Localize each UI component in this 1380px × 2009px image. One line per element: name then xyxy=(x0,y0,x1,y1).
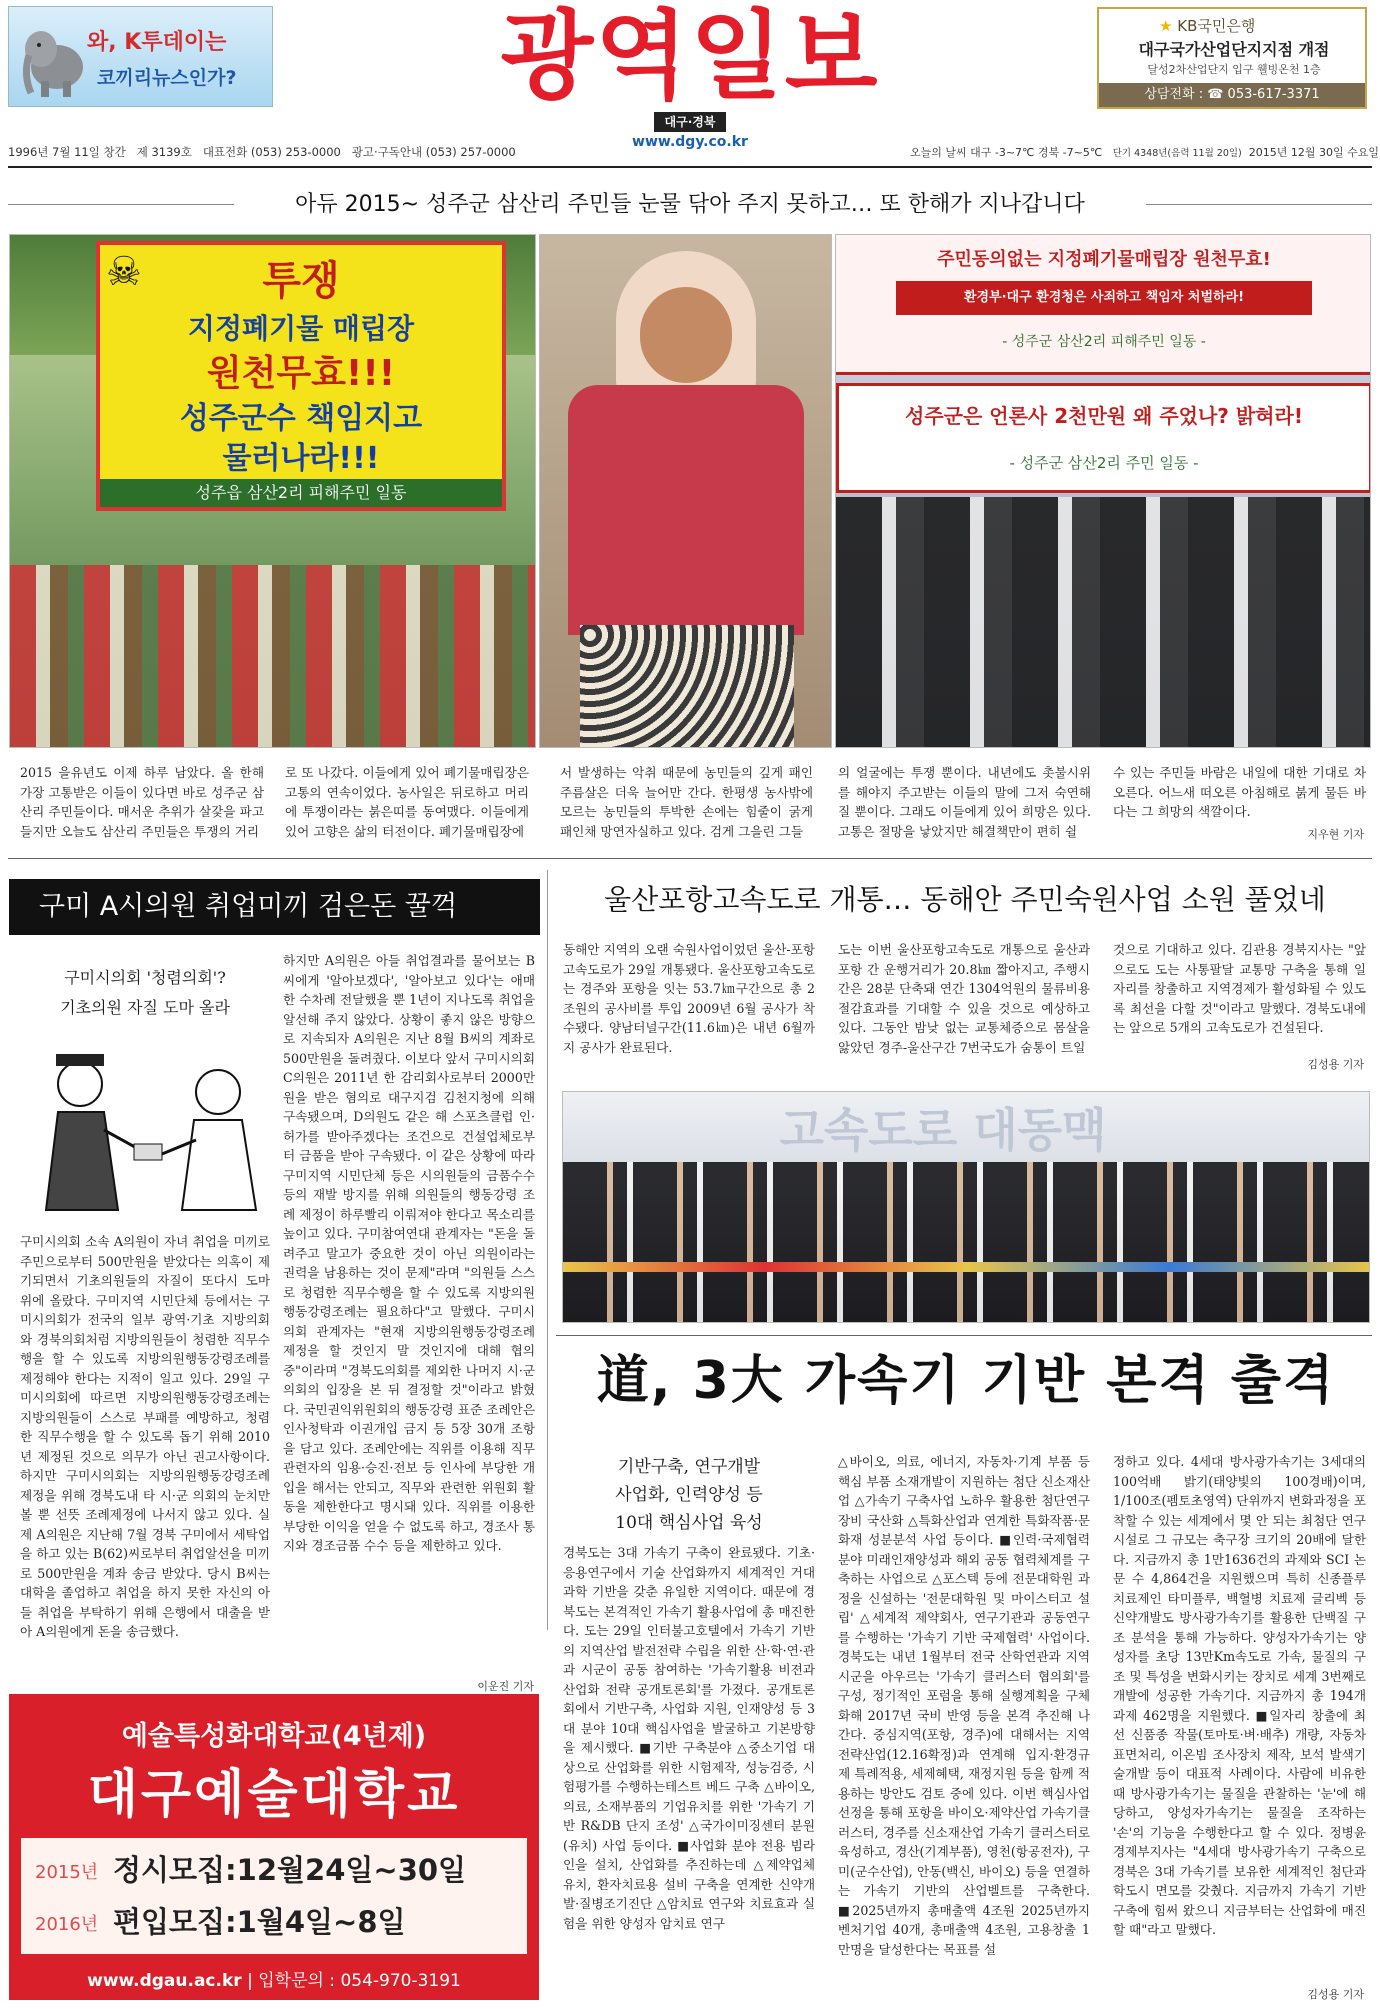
top-headline-rule-right xyxy=(1146,204,1372,205)
patterned-pants xyxy=(580,625,794,748)
main-phone: 대표전화 (053) 253-0000 xyxy=(202,145,341,159)
site-url[interactable]: www.dgy.co.kr xyxy=(632,134,748,150)
ad-year-1: 2015년 xyxy=(35,1862,99,1883)
accel-subhead-2: 사업화, 인력양성 등 xyxy=(615,1485,763,1505)
gumi-col-B: 하지만 A의원은 아들 취업결과를 물어보는 B씨에게 '알아보겠다', '알아보고 있다'는 애매한 수차례 전달했을 뿐 1년이 지나도록 취업을 알선해 주지 않았다. 상황이 좋지 않은 방향으로 지속되자 A의원은 지난 8월 B씨의 계좌로 500만원을 돌려줬다. 이보다 앞서 구미시의회 C의원은 2011년 한 감리회사로부터 2000만원을 받은 혐의로 대구지검 김천지청에 의해 구속됐으며, D의원도 같은 해 스포츠클럽 인·허가를 받아주겠다는 조건으로 건설업체로부터 금품을 받아 구속됐다. 이 같은 상황에 따라 구미지역 시민단체 등은 시의원들의 금품수수 등의 재발 방지를 위해 의원들의 행동강령 조례 제정이 하루빨리 이뤄져야 한다고 목소리를 높이고 있다. 구미참여연대 관계자는 "돈을 돌려주고 말고가 중요한 것이 아닌 의원이라는 권력을 남용하는 것이 문제"라며 "의원들 스스로 청렴한 직무수행을 할 수 있도록 지방의원행동강령조례는 필요하다"고 말했다. 구미시의회 관계자는 "현재 지방의원행동강령조례 제정을 할 것인지 말 것인지에 대해 협의 중"이라며 "경북도의회를 제외한 나머지 시·군 의회의 입장을 본 뒤 결정할 것"이라고 밝혔다. 국민권익위원회의 행동강령 표준 조례안은 인사청탁과 이권개입 금지 등 5장 30개 조항을 담고 있다. 조례안에는 직위를 이용해 직무 관련자의 임용·승진·전보 등 인사에 부당한 개입을 해서는 안되고, 직무와 관련한 위원회 활동을 제한한다고 명시돼 있다. 직위를 이용한 부당한 이익을 얻을 수 없도록 하고, 경조사 통지와 경조금품 수수 등을 제한하고 있다. xyxy=(283,953,535,1553)
masked-protesters xyxy=(836,497,1371,748)
issue-number: 제 3139호 xyxy=(136,145,192,159)
gumi-byline: 이운진 기자 xyxy=(477,1680,534,1693)
masthead-info-left xyxy=(8,144,516,160)
banner-top xyxy=(836,235,1371,375)
accel-col-3: 정하고 있다. 4세대 방사광가속기는 3세대의 100억배 밝기(태양빛의 100경배)이며, 1/100조(펨토초영역) 단위까지 변화과정을 포착할 수 있는 세계에서 몇 안 되는 최첨단 연구시설로 그 규모는 축구장 크기의 20배에 달한다. 지금까지 총 1만1636건의 과제와 SCI 논문 수 4,864건을 지원했으며 특히 신종플루 치료제인 타미플루, 백혈병 치료제 글리벡 등 신약개발도 방사광가속기를 활용한 단백질 구조 분석을 통해 가능하다. 양성자가속기는 양성자를 초당 13만Km속도로 가속, 물질의 구조 및 특성을 변화시키는 장치로 세계 3번째로 개발에 성공한 가속기다. 지금까지 총 194개 과제 462명을 지원했다. ■일자리 창출에 최선 신품종 작물(토마토·벼·배추) 개량, 자동차 표면처리, 이온빔 조사장치 제작, 보석 발색기술개발 등이 대표적 사례이다. 사람에 비유한 때 방사광가속기는 물질을 관찰하는 '눈'에 해당하고, 양성자가속기는 물질을 조작하는 '손'의 기능을 수행한다고 할 수 있다. 정병윤 경제부지사는 "4세대 방사광가속기 구축으로 경북은 3대 가속기를 보유한 세계적인 첨단과학도시 면모를 갖췄다. 지금까지 가속기 기반 구축에 힘써 왔으니 지금부터는 산업화에 매진할 때"라고 말했다. xyxy=(1113,1454,1366,1937)
protest-photo-2-elderly-woman[interactable] xyxy=(539,234,832,748)
bank-ad-title: 대구국가산업단지지점 개점 xyxy=(1138,40,1330,59)
masthead[interactable]: 광역일보 xyxy=(500,0,880,112)
protest-banner xyxy=(96,241,506,511)
ulsan-col-2: 도는 이번 울산포항고속도로 개통으로 울산과 포항 간 운행거리가 20.8㎞ 짧아지고, 주행시간은 28분 단축돼 연간 1304억원의 물류비용 절감효과를 기대할 수 있을 것으로 예상하고 있다. 그동안 밤낮 없는 교통체증으로 몸살을 앓았던 경주-울산구간 7번국도가 숨통이 트일 xyxy=(838,942,1090,1055)
banner-top-line-2: 환경부·대구 환경청은 사죄하고 책임자 처벌하라! xyxy=(896,281,1312,315)
ad-contact: 입학문의 : 054-970-3191 xyxy=(258,1971,461,1991)
top-headline-rule-left xyxy=(8,204,234,205)
weather: 오늘의 날씨 대구 -3~7℃ 경북 -7~5℃ xyxy=(910,146,1103,159)
masthead-rule xyxy=(8,166,1372,168)
banner-line-3: 성주군수 책임지고 xyxy=(179,401,423,436)
red-vest xyxy=(568,385,804,635)
ads-phone: 광고·구독안내 (053) 257-0000 xyxy=(351,145,516,159)
banner-middle xyxy=(836,383,1371,493)
ad-year-2: 2016년 xyxy=(35,1914,99,1935)
top-story-col-2: 로 또 나갔다. 이들에게 있어 폐기물매립장은 고통의 연속이었다. 농사일은 뒤로하고 머리에 투쟁이라는 붉은띠를 동여맸다. 이들에게 있어 고향은 삶의 터전이다. 폐기물매립장에 xyxy=(285,765,529,839)
ad-url[interactable]: www.dgau.ac.kr xyxy=(87,1971,242,1991)
ulsan-col-3: 것으로 기대하고 있다. 김관용 경북지사는 "앞으로도 도는 사통팔달 교통망 구축을 통해 일자리를 창출하고 지역경제가 활성화될 수 있도록 최선을 다할 것"이라고 말했다. 경북도내에는 앞으로 5개의 고속도로가 건설된다. xyxy=(1113,942,1366,1035)
ad-admission-1: 정시모집:12월24일~30일 xyxy=(113,1853,467,1887)
lunar-date: 단기 4348년(음력 11월 20일) xyxy=(1112,148,1242,159)
promo-line-2: 코끼리뉴스인가? xyxy=(97,67,237,89)
banner-top-line-1: 주민동의없는 지정폐기물매립장 원천무효! xyxy=(937,249,1271,270)
ribbon xyxy=(563,1262,1370,1272)
ad-separator: | xyxy=(247,1971,259,1991)
protest-photo-1[interactable] xyxy=(9,234,536,748)
banner-middle-line-1: 성주군은 언론사 2천만원 왜 주었나? 밝혀라! xyxy=(905,404,1303,428)
ad-admission-panel xyxy=(21,1838,527,1954)
banner-middle-footer: - 성주군 삼산2리 주민 일동 - xyxy=(1009,454,1199,472)
accel-subhead-3: 10대 핵심사업 육성 xyxy=(615,1513,763,1533)
bank-ad-phone: 상담전화 : ☎ 053-617-3371 xyxy=(1099,83,1365,107)
promo-box[interactable] xyxy=(8,6,273,107)
top-story-col-5: 수 있는 주민들 바람은 내일에 대한 기대로 차오른다. 어느새 떠오른 아침해로 붉게 물든 바다는 그 희망의 색깔이다. xyxy=(1113,765,1366,819)
section-rule-2 xyxy=(556,1335,1372,1336)
gumi-ulsan-divider xyxy=(547,870,548,1630)
gumi-subhead-1: 구미시의회 '청렴의회'? xyxy=(64,968,226,987)
backdrop-text: 고속도로 대동맥 xyxy=(779,1103,1107,1157)
top-story-col-3: 서 발생하는 악취 때문에 농민들의 깊게 패인 주름살은 더욱 늘어만 간다. 한평생 농사밖에 모르는 농민들의 투박한 손에는 힘줄이 굵게 패인채 망연자실하고 있다. 검게 그을린 그들 xyxy=(560,765,813,839)
top-story-headline[interactable]: 아듀 2015~ 성주군 삼산리 주민들 눈물 닦아 주지 못하고… 또 한해가 지나갑니다 xyxy=(295,192,1085,217)
ulsan-byline: 김성용 기자 xyxy=(1307,1058,1364,1071)
region-tag: 대구·경북 xyxy=(654,112,726,132)
accel-subhead-1: 기반구축, 연구개발 xyxy=(617,1457,761,1477)
ad-footer xyxy=(9,1966,539,1991)
kb-logo xyxy=(1159,15,1255,36)
founded-date: 1996년 7월 11일 창간 xyxy=(8,145,126,159)
banner-line-1: 지정폐기물 매립장 xyxy=(187,312,415,345)
face xyxy=(640,287,732,383)
skull-icon: ☠ xyxy=(106,249,142,295)
gumi-headline[interactable]: 구미 A시의원 취업미끼 검은돈 꿀꺽 xyxy=(9,879,540,935)
masthead-info-right xyxy=(910,144,1380,160)
banner-title: 투쟁 xyxy=(262,258,340,304)
accel-col-2: △바이오, 의료, 에너지, 자동차·기계 부품 등 핵심 부품 소재개발이 지원하는 첨단 신소재산업 △가속기 구축사업 노하우 활용한 첨단연구장비 국산화 △특화산업과 연계한 특화작품·문화재 성분분석 사업 등이다. ■인력·국제협력 분야 미래인재양성과 해외 공동 협력체계를 구축하는 사업으로 △포스텍 등에 전문대학원 과정을 신설하는 '전문대학원 및 마이스터고 설립' △세계적 제약회사, 연구기관과 공동연구를 수행하는 '가속기 기반 국제협력' 사업이다. 경북도는 내년 1월부터 전국 산학연관과 지역 시군을 아우르는 '가속기 클러스터 협의회'를 구성, 정기적인 포럼을 통해 실행계획을 구체화해 2017년 국비 반영 등을 본격 추진해 나간다. 중심지역(포항, 경주)에 대해서는 지역전략산업(12.16확정)과 연계해 입지·환경규제 특례적용, 세제혜택, 재정지원 등을 함께 적용하는 방안도 검토 중에 있다. 이번 핵심사업 선정을 통해 포항을 바이오·제약산업 가속기클러스터, 경주를 신소재산업 가속기 클러스터로 육성하고, 경산(기계부품), 영천(항공전자), 구미(군수산업), 안동(백신, 바이오) 등을 연결하는 가속기 기반의 산업벨트를 구축한다. ■2025년까지 총매출액 4조원 2025년까지 벤처기업 40개, 총매출액 4조원, 고용창출 1만명을 달성한다는 목표를 설 xyxy=(838,1454,1090,1957)
bribery-cartoon xyxy=(22,1040,270,1216)
issue-date: 2015년 12월 30일 수요일 xyxy=(1248,146,1380,159)
ulsan-headline[interactable]: 울산포항고속도로 개통… 동해안 주민숙원사업 소원 풀었네 xyxy=(604,883,1326,916)
banner-footer: 성주읍 삼산2리 피해주민 일동 xyxy=(100,479,502,507)
gumi-col-A: 구미시의회 소속 A의원이 자녀 취업을 미끼로 주민으로부터 500만원을 받았다는 의혹이 제기되면서 기초의원들의 자질이 또다시 도마 위에 올랐다. 구미지역 시민단체 등에서는 구미시의회가 전국의 일부 광역·기초 지방의회와 경북의회처럼 지방의원들이 청렴한 직무수행을 할 수 있도록 지방의원행동강령조례를 제정해야 한다는 지적이 일고 있다. 29일 구미시의회에 따르면 지방의원행동강령조례는 지방의원들이 스스로 부패를 예방하고, 청렴한 직무수행을 할 수 있도록 돕기 위해 2010년 제정된 것으로 의무가 아닌 권고사항이다. 하지만 구미시의회는 지방의원행동강령조례 제정을 위해 경북도내 타 시·군 의회의 눈치만 볼 뿐 선뜻 조례제정에 나서지 않고 있다. 실제 A의원은 지난해 7월 경북 구미에서 세탁업을 하고 있는 B(62)씨로부터 취업알선을 미끼로 500만원을 계좌 송금 받았다. 당시 B씨는 대학을 졸업하고 취업을 하지 못한 자신의 아들 취업을 부탁하기 위해 은행에서 대출을 받아 A의원에게 돈을 송금했다. xyxy=(20,1234,270,1639)
gumi-subhead-2: 기초의원 자질 도마 올라 xyxy=(60,998,230,1017)
elephant-icon xyxy=(19,19,89,99)
university-ad[interactable] xyxy=(9,1694,539,2000)
top-story-byline: 지우현 기자 xyxy=(1307,828,1364,841)
accel-headline[interactable]: 道, 3大 가속기 기반 본격 출격 xyxy=(596,1351,1336,1411)
bank-name: KB국민은행 xyxy=(1177,17,1256,35)
dignitaries-row xyxy=(563,1162,1370,1323)
promo-line-1: 와, K투데이는 xyxy=(87,30,227,55)
bank-ad-address: 달성2차산업단지 입구 웰빙온천 1층 xyxy=(1147,63,1321,76)
ad-line-1: 예술특성화대학교(4년제) xyxy=(121,1721,427,1752)
protesters-crowd xyxy=(10,565,536,748)
banner-line-2: 원천무효!!! xyxy=(206,353,396,394)
ulsan-col-1: 동해안 지역의 오랜 숙원사업이었던 울산-포항고속도로가 29일 개통됐다. 울산포항고속도로는 경주와 포항을 잇는 53.7㎞구간으로 총 2조원의 공사비를 투입 2009년 6월 공사가 착수됐다. 양남터널구간(11.6㎞)은 내년 6월까지 공사가 완료된다. xyxy=(563,942,815,1055)
bank-ad[interactable] xyxy=(1097,7,1367,109)
ad-line-2: 대구예술대학교 xyxy=(87,1765,461,1825)
protest-photo-3-masks[interactable] xyxy=(835,234,1371,748)
accel-byline: 김성용 기자 xyxy=(1307,1988,1364,2001)
star-icon: ★ xyxy=(1159,17,1173,35)
banner-top-footer: - 성주군 삼산2리 피해주민 일동 - xyxy=(1002,334,1206,350)
top-story-col-1: 2015 을유년도 이제 하루 남았다. 올 한해 가장 고통받은 이들이 있다면 바로 성주군 삼산리 주민들이다. 매서운 추위가 살갗을 파고들지만 오늘도 삼산리 주민들은 투쟁의 거리 xyxy=(20,765,264,839)
ribbon-cutting-photo[interactable] xyxy=(562,1091,1370,1323)
banner-line-4: 물러나라!!! xyxy=(222,441,380,476)
top-story-col-4: 의 얼굴에는 투쟁 뿐이다. 내년에도 촛불시위를 해야지 주고받는 이들의 말에 그저 숙연해 질 뿐이다. 그래도 이들에게 있어 희망은 있다. 고통은 절망을 낳았지만 해결책만이 편히 쉴 xyxy=(838,765,1091,839)
ad-admission-2: 편입모집:1월4일~8일 xyxy=(113,1905,406,1939)
section-rule-1 xyxy=(8,858,1372,859)
accel-col-1: 경북도는 3대 가속기 구축이 완료됐다. 기초·응용연구에서 기술 산업화까지 세계적인 거대과학 기반을 갖춘 유일한 지역이다. 때문에 경북도는 본격적인 가속기 활용사업에 총 매진한다. 도는 29일 인터불고호텔에서 가속기 기반의 지역산업 발전전략 수립을 위한 산·학·연·관과 시군이 공동 참여하는 '가속기활용 비젼과 산업화 전략 공개토론회'를 가졌다. 공개토론회에서 기반구축, 사업화 지원, 인재양성 등 3대 분야 10대 핵심사업을 발굴하고 기본방향을 제시했다. ■기반 구축분야 △중소기업 대상으로 산업화를 위한 시험제작, 성능검증, 시험평가를 수행하는테스트 베드 구축 △바이오, 의료, 소재부품의 기업유치를 위한 '가속기 기반 R&DB 단지 조성' △국가이미징센터 분원(유치) 사업 등이다. ■사업화 분야 전용 빔라인을 설치, 산업화를 추진하는데 △제약업체 유치, 환자치료용 설비 구축을 연계한 신약개발·질병조기진단 △암치료 연구와 치료효과 실험을 위한 양성자 암치료 연구 xyxy=(563,1545,815,1931)
